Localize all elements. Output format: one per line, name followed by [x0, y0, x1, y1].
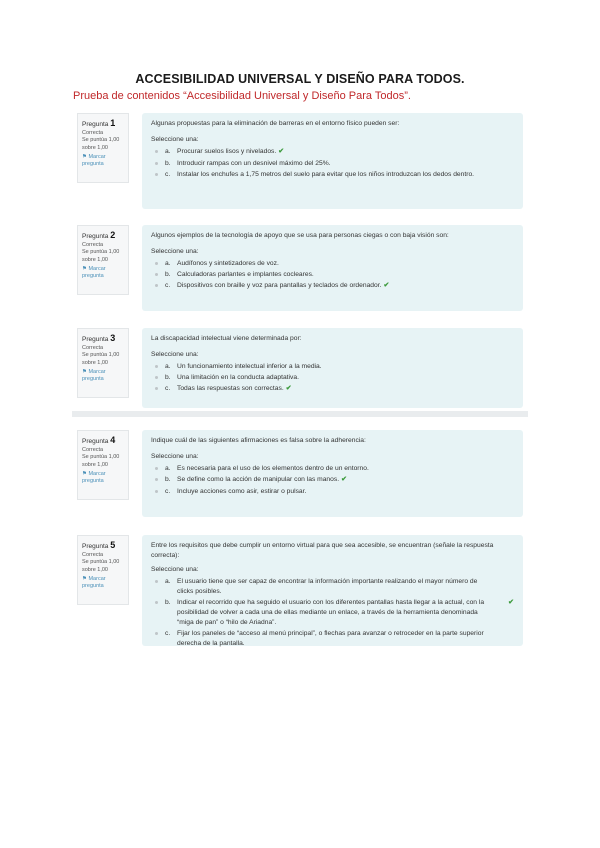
flag-question-link[interactable]: ⚑ Marcar pregunta — [82, 471, 106, 485]
radio-icon[interactable] — [155, 467, 158, 470]
question-info — [77, 225, 129, 295]
radio-icon[interactable] — [155, 632, 158, 635]
question-number: Pregunta 5 — [82, 540, 116, 550]
question-content — [142, 535, 523, 646]
radio-icon[interactable] — [155, 173, 158, 176]
question-content — [142, 113, 523, 209]
flag-icon: ⚑ — [82, 266, 87, 273]
radio-icon[interactable] — [155, 580, 158, 583]
question-text: Entre los requisitos que debe cumplir un entorno virtual para que sea accesible, se encuentran (señale la respuesta correcta): — [151, 542, 494, 560]
question-text: Algunas propuestas para la eliminación de barreras en el entorno físico pueden ser: — [151, 120, 400, 127]
check-icon: ✔ — [383, 282, 390, 290]
answer-option[interactable]: a. Un funcionamiento intelectual inferior a la media. — [151, 362, 514, 372]
radio-icon[interactable] — [155, 262, 158, 265]
radio-icon[interactable] — [155, 387, 158, 390]
question-text: Algunos ejemplos de la tecnología de apoyo que se usa para personas ciegas o con baja visión son: — [151, 232, 449, 239]
flag-icon: ⚑ — [82, 154, 87, 161]
question-score: Se puntúa 1,00 sobre 1,00 — [82, 249, 120, 263]
answer-option[interactable]: b. Indicar el recorrido que ha seguido el usuario con los diferentes pantallas hasta llegar a la actual, con la posibilidad de volver a cada una de ellas mediante un enlace, a través de la herramienta denominada “miga de pan” o “hilo de Ariadna”. ✔ — [151, 598, 514, 628]
radio-icon[interactable] — [155, 162, 158, 165]
select-prompt: Seleccione una: — [151, 351, 199, 359]
select-prompt: Seleccione una: — [151, 136, 199, 144]
check-icon: ✔ — [285, 385, 292, 393]
question-status: Correcta — [82, 344, 104, 351]
radio-icon[interactable] — [155, 478, 158, 481]
question-status: Correcta — [82, 446, 104, 453]
radio-icon[interactable] — [155, 601, 158, 604]
question-score: Se puntúa 1,00 sobre 1,00 — [82, 137, 120, 151]
question-score: Se puntúa 1,00 sobre 1,00 — [82, 559, 120, 573]
page-divider — [72, 411, 528, 417]
question-score: Se puntúa 1,00 sobre 1,00 — [82, 352, 120, 366]
question-info — [77, 328, 129, 398]
question-status: Correcta — [82, 129, 104, 136]
answer-option[interactable]: c. Instalar los enchufes a 1,75 metros del suelo para evitar que los niños introduzcan los dedos dentro. — [151, 170, 514, 180]
select-prompt: Seleccione una: — [151, 248, 199, 256]
select-prompt: Seleccione una: — [151, 453, 199, 461]
answer-option[interactable]: b. Introducir rampas con un desnivel máximo del 25%. — [151, 159, 514, 169]
question-content — [142, 225, 523, 311]
answer-option[interactable]: a. Es necesaria para el uso de los elementos dentro de un entorno. — [151, 464, 514, 474]
question-text: La discapacidad intelectual viene determinada por: — [151, 335, 302, 342]
answer-option[interactable]: c. Incluye acciones como asir, estirar o pulsar. — [151, 487, 514, 497]
answer-option[interactable]: a. El usuario tiene que ser capaz de encontrar la información importante realizando el mayor número de clicks posibles. — [151, 577, 514, 597]
question-number: Pregunta 4 — [82, 435, 116, 445]
question-status: Correcta — [82, 241, 104, 248]
question-number: Pregunta 2 — [82, 230, 116, 240]
radio-icon[interactable] — [155, 273, 158, 276]
question-info — [77, 430, 129, 500]
flag-icon: ⚑ — [82, 576, 87, 583]
answer-option[interactable]: b. Se define como la acción de manipular con las manos. ✔ — [151, 475, 514, 486]
select-prompt: Seleccione una: — [151, 566, 199, 574]
answer-option[interactable]: c. Fijar los paneles de “acceso al menú principal”, o flechas para avanzar o retroceder en la parte superior derecha de la pantalla. — [151, 629, 514, 649]
question-info — [77, 535, 129, 605]
answer-option[interactable]: c. Todas las respuestas son correctas. ✔ — [151, 384, 514, 395]
answer-option[interactable]: c. Dispositivos con braille y voz para pantallas y teclados de ordenador. ✔ — [151, 281, 514, 292]
flag-question-link[interactable]: ⚑ Marcar pregunta — [82, 266, 106, 280]
question-number: Pregunta 1 — [82, 118, 116, 128]
question-number: Pregunta 3 — [82, 333, 116, 343]
flag-question-link[interactable]: ⚑ Marcar pregunta — [82, 369, 106, 383]
answer-option[interactable]: a. Audífonos y sintetizadores de voz. — [151, 259, 514, 269]
flag-question-link[interactable]: ⚑ Marcar pregunta — [82, 576, 106, 590]
check-icon: ✔ — [341, 476, 347, 484]
question-content — [142, 328, 523, 408]
answer-option[interactable]: b. Calculadoras parlantes e implantes cocleares. — [151, 270, 514, 280]
question-status: Correcta — [82, 551, 104, 558]
check-icon: ✔ — [508, 599, 514, 607]
question-info — [77, 113, 129, 183]
radio-icon[interactable] — [155, 365, 158, 368]
answer-option[interactable]: a. Procurar suelos lisos y nivelados. ✔ — [151, 147, 514, 158]
question-content — [142, 430, 523, 517]
document-title: ACCESIBILIDAD UNIVERSAL Y DISEÑO PARA TODOS. — [135, 72, 465, 86]
answer-option[interactable]: b. Una limitación en la conducta adaptativa. — [151, 373, 514, 383]
radio-icon[interactable] — [155, 150, 158, 153]
radio-icon[interactable] — [155, 284, 158, 287]
document-subtitle: Prueba de contenidos “Accesibilidad Universal y Diseño Para Todos”. — [73, 90, 411, 102]
flag-question-link[interactable]: ⚑ Marcar pregunta — [82, 154, 106, 168]
radio-icon[interactable] — [155, 490, 158, 493]
radio-icon[interactable] — [155, 376, 158, 379]
flag-icon: ⚑ — [82, 369, 87, 376]
question-score: Se puntúa 1,00 sobre 1,00 — [82, 454, 120, 468]
check-icon: ✔ — [278, 148, 285, 156]
flag-icon: ⚑ — [82, 471, 87, 478]
question-text: Indique cuál de las siguientes afirmaciones es falsa sobre la adherencia: — [151, 437, 366, 444]
